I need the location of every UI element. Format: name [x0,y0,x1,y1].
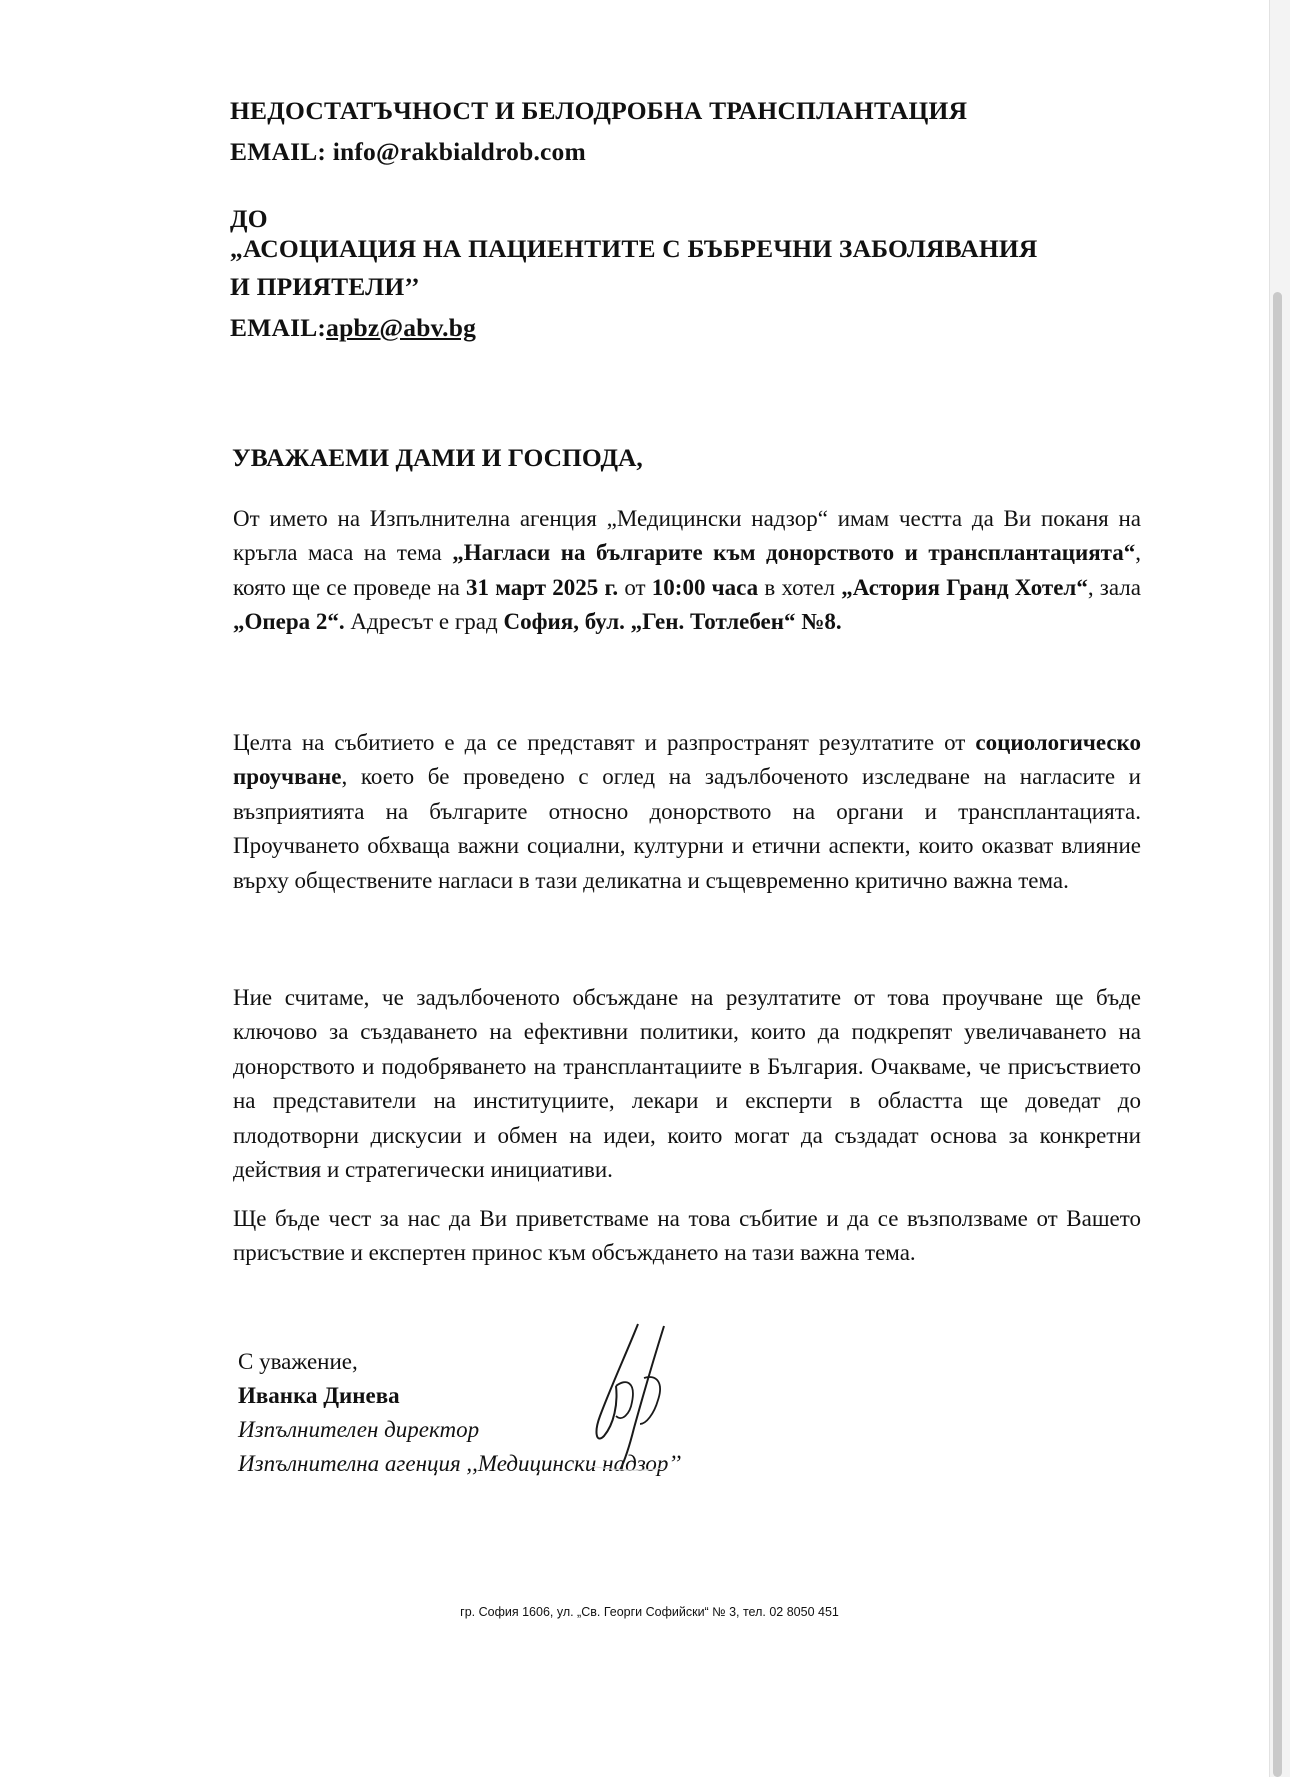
footer-address: гр. София 1606, ул. „Св. Георги Софийски“ № 3, тел. 02 8050 451 [460,1605,839,1619]
signatory-title: Изпълнителен директор [238,1417,480,1442]
handwritten-signature [560,1320,720,1480]
sender-email[interactable]: info@rakbialdrob.com [332,137,586,166]
survey-name: социологическо проучване [233,730,1141,790]
event-hall: „Опера 2“. [233,609,345,635]
recipient-org-line1: „АСОЦИАЦИЯ НА ПАЦИЕНТИТЕ С БЪБРЕЧНИ ЗАБОЛЯВАНИЯ [230,234,1038,263]
regards-line: С уважение, [238,1349,358,1374]
p1-text-a: От името на Изпълнителна агенция „Медицински надзор“ имам честта да Ви поканя на кръгла маса на тема [233,506,1141,566]
p2-text-c: , което бе проведено с оглед на задълбоченото изследване на нагласите и възприятията на българите относно донорството на органи и трансплантацията. Проучването обхваща важни социални, културни и етични аспекти, които оказват влияние върху обществените нагласи в тази деликатна и същевременно критично важна тема. [233,764,1141,893]
paragraph-purpose [233,726,1141,898]
p1-text-c: , която ще се проведе на [233,540,1141,600]
paragraph-invitation [233,502,1141,640]
recipient-to-label: ДО [230,204,268,233]
p1-text-i: , зала [1087,574,1141,600]
p1-text-e: от [618,574,652,600]
sender-email-line [230,137,586,167]
p1-text-k: Адресът е град [344,609,504,635]
recipient-email-line [230,313,476,343]
recipient-org-line2: И ПРИЯТЕЛИ’’ [230,272,420,301]
signatory-name: Иванка Динева [238,1383,400,1408]
recipient-email[interactable]: apbz@abv.bg [326,313,477,342]
event-hotel: „Астория Гранд Хотел“ [841,574,1088,600]
paragraph-welcome: Ще бъде чест за нас да Ви приветстваме на това събитие и да се възползваме от Вашето присъствие и експертен принос към обсъждането на тази важна тема. [233,1206,1141,1266]
recipient-email-prefix: EMAIL: [230,313,327,342]
roundtable-topic: „Нагласи на българите към донорството и трансплантацията“ [452,540,1136,566]
p2-text-a: Целта на събитието е да се представят и разпространят резултатите от [233,730,976,755]
p1-text-g: в хотел [758,574,842,600]
signatory-agency: Изпълнителна агенция ,,Медицински надзор’’ [238,1451,682,1476]
sender-title: НЕДОСТАТЪЧНОСТ И БЕЛОДРОБНА ТРАНСПЛАНТАЦИЯ [230,96,968,125]
scrollbar-thumb[interactable] [1273,292,1282,1777]
event-address: София, бул. „Ген. Тотлебен“ №8. [503,609,842,635]
salutation: УВАЖАЕМИ ДАМИ И ГОСПОДА, [232,443,643,472]
event-time: 10:00 часа [651,574,759,600]
event-date: 31 март 2025 г. [466,574,619,600]
paragraph-expectations: Ние считаме, че задълбоченото обсъждане на резултатите от това проучване ще бъде ключово за създаването на ефективни политики, които да подкрепят увеличаването на донорството и подобряването на трансплантациите в България. Очакваме, че присъствието на представители на институциите, лекари и експерти в областта ще доведат до плодотворни дискусии и обмен на идеи, които могат да създадат основа за конкретни действия и стратегически инициативи. [233,985,1141,1183]
sender-email-prefix: EMAIL: [230,137,333,166]
